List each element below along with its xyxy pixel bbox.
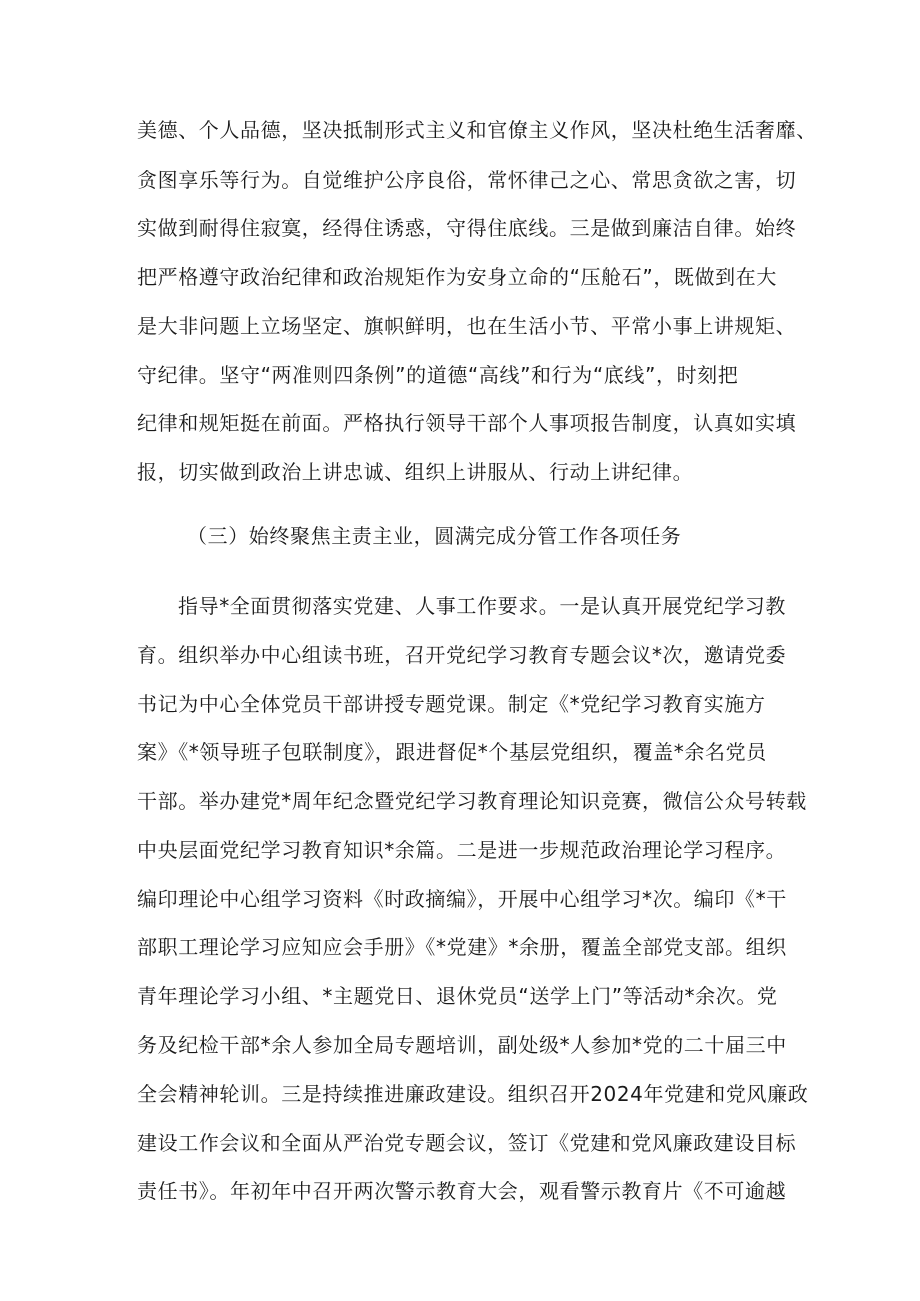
- text-line: 育。组织举办中心组读书班，召开党纪学习教育专题会议*次，邀请党委: [137, 643, 787, 667]
- text-line: 贪图享乐等行为。自觉维护公序良俗，常怀律己之心、常思贪欲之害，切: [137, 168, 797, 192]
- text-line: 务及纪检干部*余人参加全局专题培训，副处级*人参加*党的二十届三中: [137, 1033, 787, 1057]
- text-line: 青年理论学习小组、*主题党日、退休党员“送学上门”等活动*余次。党: [137, 984, 778, 1008]
- text-line: 指导*全面贯彻落实党建、人事工作要求。一是认真开展党纪学习教: [178, 594, 786, 618]
- text-line: 纪律和规矩挺在前面。严格执行领导干部个人事项报告制度，认真如实填: [137, 411, 797, 435]
- text-line: 美德、个人品德，坚决抵制形式主义和官僚主义作风，坚决杜绝生活奢靡、: [137, 118, 817, 142]
- text-line: 实做到耐得住寂寞，经得住诱惑，守得住底线。三是做到廉洁自律。始终: [137, 216, 797, 240]
- text-line: 干部。举办建党*周年纪念暨党纪学习教育理论知识竞赛，微信公众号转载: [137, 789, 807, 813]
- text-line: 把严格遵守政治纪律和政治规矩作为安身立命的“压舱石”，既做到在大: [137, 265, 777, 289]
- text-line: 案》《*领导班子包联制度》，跟进督促*个基层党组织，覆盖*余名党员: [137, 740, 767, 764]
- text-line: 报，切实做到政治上讲忠诚、组织上讲服从、行动上讲纪律。: [137, 460, 694, 484]
- text-line: 部职工理论学习应知应会手册》《*党建》*余册，覆盖全部党支部。组织: [137, 935, 787, 959]
- text-line: 中央层面党纪学习教育知识*余篇。二是进一步规范政治理论学习程序。: [137, 838, 787, 862]
- text-line: 全会精神轮训。三是持续推进廉政建设。组织召开2024年党建和党风廉政: [137, 1082, 809, 1106]
- section-heading: （三）始终聚焦主责主业，圆满完成分管工作各项任务: [187, 524, 682, 548]
- text-line: 守纪律。坚守“两准则四条例”的道德“高线”和行为“底线”，时刻把: [137, 363, 739, 387]
- text-line: 编印理论中心组学习资料《时政摘编》，开展中心组学习*次。编印《*干: [137, 887, 787, 911]
- text-line: 是大非问题上立场坚定、旗帜鲜明，也在生活小节、平常小事上讲规矩、: [137, 314, 797, 338]
- text-line: 建设工作会议和全面从严治党专题会议，签订《党建和党风廉政建设目标: [137, 1131, 797, 1155]
- text-line: 责任书》。年初年中召开两次警示教育大会，观看警示教育片《不可逾越: [137, 1179, 787, 1203]
- text-line: 书记为中心全体党员干部讲授专题党课。制定《*党纪学习教育实施方: [137, 692, 766, 716]
